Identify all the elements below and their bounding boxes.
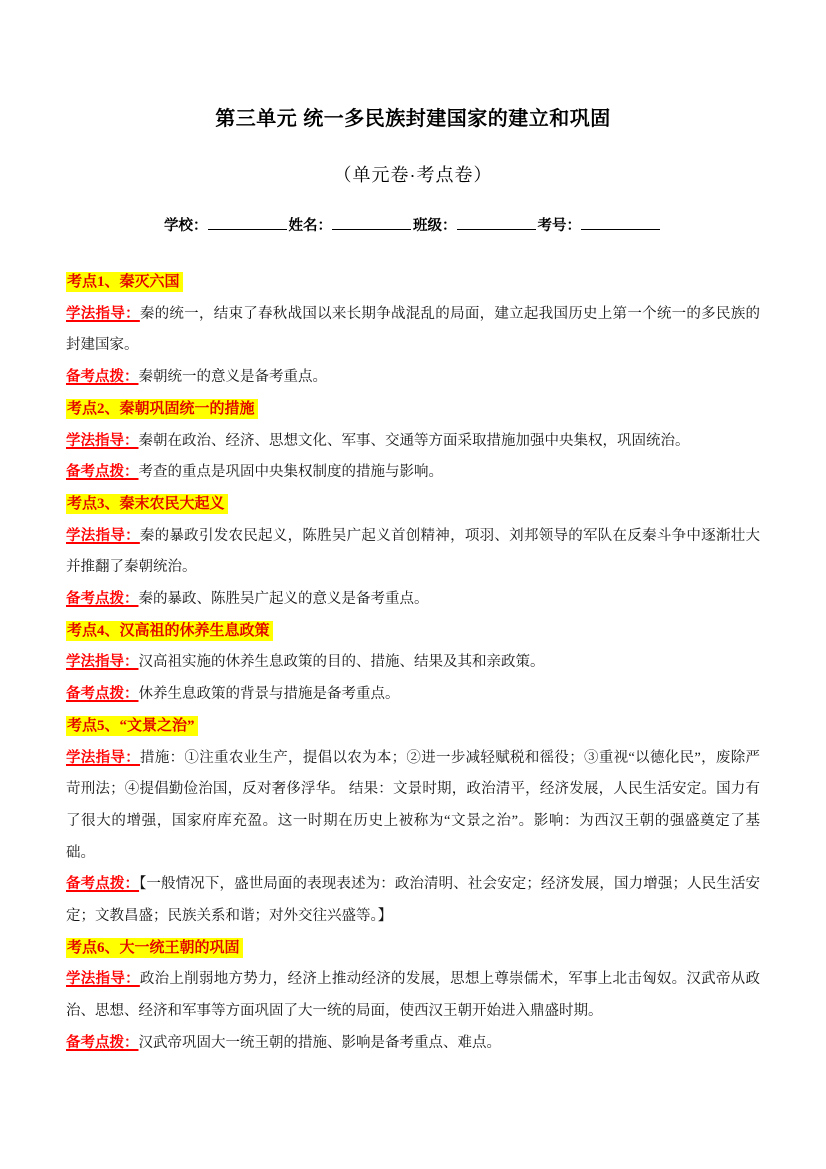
guide-paragraph <box>66 426 760 458</box>
tip-text: 休养生息政策的背景与措施是备考重点。 <box>138 686 400 703</box>
tip-paragraph <box>66 457 760 489</box>
section-heading-highlight: 考点6、大一统王朝的巩固 <box>66 938 243 958</box>
field-label-school: 学校： <box>164 218 208 234</box>
tip-label: 备考点拨： <box>66 876 140 893</box>
guide-label: 学法指导： <box>66 527 140 544</box>
section-heading <box>66 933 760 965</box>
guide-label: 学法指导： <box>66 971 140 988</box>
tip-text: 【一般情况下，盛世局面的表现表述为：政治清明、社会安定；经济发展，国力增强；人民生活安定；文教昌盛；民族关系和谐；对外交往兴盛等。】 <box>66 876 761 925</box>
field-class <box>413 215 538 237</box>
section-heading-highlight: 考点1、秦灭六国 <box>66 272 183 292</box>
section-heading <box>66 711 760 743</box>
guide-text: 政治上削弱地方势力，经济上推动经济的发展，思想上尊崇儒术，军事上北击匈奴。汉武帝从政治、思想、经济和军事等方面巩固了大一统的局面，使西汉王朝开始进入鼎盛时期。 <box>66 971 760 1020</box>
section-exam-point-3 <box>66 489 760 616</box>
guide-paragraph <box>66 299 760 362</box>
guide-paragraph <box>66 743 760 870</box>
tip-label: 备考点拨： <box>66 1034 139 1051</box>
tip-paragraph <box>66 584 760 616</box>
guide-text: 秦朝在政治、经济、思想文化、军事、交通等方面采取措施加强中央集权，巩固统治。 <box>138 432 690 449</box>
guide-label: 学法指导： <box>66 432 139 449</box>
guide-text: 措施：①注重农业生产，提倡以农为本；②进一步减轻赋税和徭役；③重视“以德化民”，废除严苛刑法；④提倡勤俭治国，反对奢侈浮华。 结果：文景时期，政治清平，经济发展，人民生活安定。国力有了很大的增强，国家府库充盈。这一时期在历史上被称为“文景之治”。影响：为西汉王朝的强盛奠定了基础。 <box>66 749 761 861</box>
guide-text: 秦的暴政引发农民起义，陈胜吴广起义首创精神，项羽、刘邦领导的军队在反秦斗争中逐渐壮大并推翻了秦朝统治。 <box>66 527 760 576</box>
tip-text: 考查的重点是巩固中央集权制度的措施与影响。 <box>138 464 443 481</box>
exam-number-blank-line <box>581 215 660 230</box>
guide-paragraph <box>66 521 760 584</box>
section-heading-highlight: 考点4、汉高祖的休养生息政策 <box>66 621 273 641</box>
tip-paragraph <box>66 362 760 394</box>
section-heading <box>66 616 760 648</box>
guide-text: 秦的统一，结束了春秋战国以来长期争战混乱的局面，建立起我国历史上第一个统一的多民族的封建国家。 <box>66 305 760 354</box>
exam-points-list <box>66 267 760 1060</box>
tip-paragraph <box>66 869 760 932</box>
field-name <box>289 215 414 237</box>
guide-label: 学法指导： <box>66 305 140 322</box>
page-subtitle: （单元卷·考点卷） <box>333 165 493 185</box>
section-exam-point-6 <box>66 933 760 1060</box>
field-label-class: 班级： <box>413 218 457 234</box>
section-heading-highlight: 考点2、秦朝巩固统一的措施 <box>66 399 258 419</box>
section-exam-point-2 <box>66 394 760 489</box>
section-heading <box>66 489 760 521</box>
class-blank-line <box>457 215 536 230</box>
tip-text: 秦的暴政、陈胜吴广起义的意义是备考重点。 <box>138 591 429 608</box>
tip-label: 备考点拨： <box>66 369 139 386</box>
section-heading-highlight: 考点5、“文景之治” <box>66 716 198 736</box>
section-heading <box>66 267 760 299</box>
school-blank-line <box>208 215 287 230</box>
field-school <box>164 215 289 237</box>
guide-paragraph <box>66 964 760 1027</box>
student-info-row <box>66 215 760 237</box>
guide-label: 学法指导： <box>66 749 141 766</box>
section-heading <box>66 394 760 426</box>
section-heading-highlight: 考点3、秦末农民大起义 <box>66 494 228 514</box>
tip-paragraph <box>66 1028 760 1060</box>
tip-paragraph <box>66 679 760 711</box>
tip-label: 备考点拨： <box>66 464 139 481</box>
section-exam-point-1 <box>66 267 760 394</box>
tip-label: 备考点拨： <box>66 591 139 608</box>
tip-label: 备考点拨： <box>66 686 139 703</box>
tip-text: 秦朝统一的意义是备考重点。 <box>138 369 327 386</box>
guide-label: 学法指导： <box>66 654 139 671</box>
field-label-exam-number: 考号： <box>537 218 581 234</box>
tip-text: 汉武帝巩固大一统王朝的措施、影响是备考重点、难点。 <box>138 1034 501 1051</box>
section-exam-point-5 <box>66 711 760 933</box>
guide-text: 汉高祖实施的休养生息政策的目的、措施、结果及其和亲政策。 <box>138 654 545 671</box>
section-exam-point-4 <box>66 616 760 711</box>
field-exam-number <box>538 215 663 237</box>
page-title: 第三单元 统一多民族封建国家的建立和巩固 <box>215 108 611 130</box>
name-blank-line <box>332 215 411 230</box>
guide-paragraph <box>66 647 760 679</box>
field-label-name: 姓名： <box>288 218 332 234</box>
